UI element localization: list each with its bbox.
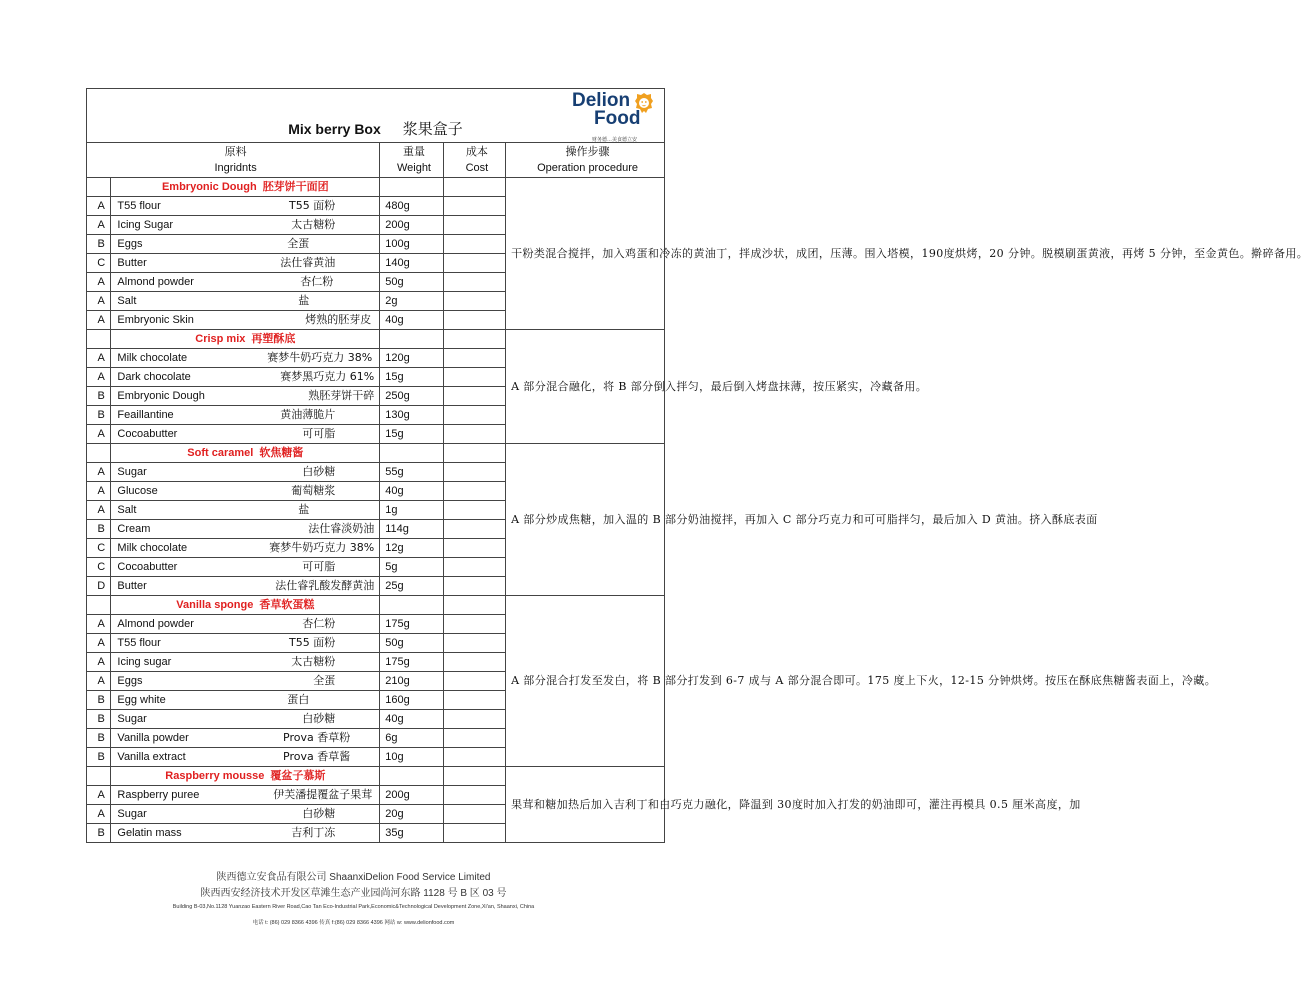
- ingredient-name-en: Almond powder: [117, 618, 194, 630]
- section-header-row: [87, 178, 665, 197]
- ingredient-cost: [443, 824, 505, 843]
- ingredient-name-cn: 盐: [298, 294, 310, 307]
- section-cost-cell: [443, 444, 505, 463]
- ingredient-weight: 120g: [380, 349, 444, 368]
- header-procedure-en: Operation procedure: [537, 162, 638, 174]
- header-procedure-cn: 操作步骤: [565, 145, 610, 158]
- section-name-en: Vanilla sponge: [176, 599, 254, 611]
- section-cost-cell: [443, 596, 505, 615]
- header-ingredients: [87, 143, 380, 178]
- ingredient-weight: 1g: [380, 501, 444, 520]
- section-header-row: [87, 330, 665, 349]
- ingredient-name: [111, 216, 380, 235]
- ingredient-group-letter: C: [87, 254, 111, 273]
- ingredient-name-en: Milk chocolate: [117, 542, 188, 554]
- footer-address-en: Building B-03,No.1128 Yuanzao Eastern River Road,Cao Tan Eco-Industrial Park,Economic&Technological Development Zone,Xi'an, Shaanxi, China: [172, 904, 535, 910]
- ingredient-name: [111, 349, 380, 368]
- ingredient-group-letter: A: [87, 482, 111, 501]
- ingredient-name-en: Icing sugar: [117, 656, 172, 668]
- ingredient-group-letter: B: [87, 387, 111, 406]
- ingredient-name-cn: 吉利丁冻: [291, 826, 336, 839]
- section-name: [111, 596, 380, 615]
- logo-slogan: 财务德…美食德立安: [592, 137, 638, 143]
- ingredient-name-en: Vanilla extract: [117, 751, 186, 763]
- footer-contact: 电话 t: (86) 029 8366 4396 传真 f:(86) 029 8366 4396 网站 w: www.delionfood.com: [252, 920, 455, 926]
- ingredient-weight: 200g: [380, 216, 444, 235]
- ingredient-name-en: Cocoabutter: [117, 428, 178, 440]
- ingredient-name-cn: 赛梦牛奶巧克力 38%: [269, 541, 375, 554]
- ingredient-name-cn: 蛋白: [287, 693, 310, 706]
- ingredient-group-letter: A: [87, 292, 111, 311]
- ingredient-name-en: T55 flour: [117, 200, 161, 212]
- procedure-text: A 部分炒成焦糖，加入温的 B 部分奶油搅拌，再加入 C 部分巧克力和可可脂拌匀，最后加入 D 黄油。挤入酥底表面: [506, 444, 665, 596]
- header-weight-en: Weight: [396, 162, 431, 174]
- ingredient-weight: 15g: [380, 368, 444, 387]
- ingredient-name-en: Butter: [117, 580, 147, 592]
- ingredient-name-cn: 伊芙潘提覆盆子果茸: [273, 788, 373, 801]
- ingredient-name-cn: T55 面粉: [289, 636, 336, 649]
- ingredient-group-letter: B: [87, 691, 111, 710]
- ingredient-group-letter: B: [87, 406, 111, 425]
- header-ingredients-cn: 原料: [224, 145, 247, 158]
- recipe-title-cn: 浆果盒子: [402, 120, 463, 138]
- ingredient-cost: [443, 292, 505, 311]
- ingredient-weight: 35g: [380, 824, 444, 843]
- ingredient-name-en: Eggs: [117, 675, 143, 687]
- ingredient-name-en: Sugar: [117, 713, 147, 725]
- ingredient-name: [111, 254, 380, 273]
- title-cell: [87, 89, 665, 143]
- ingredient-cost: [443, 368, 505, 387]
- ingredient-name-cn: 法仕睿淡奶油: [308, 522, 375, 535]
- ingredient-name: [111, 273, 380, 292]
- section-letter-cell: [87, 330, 111, 349]
- ingredient-name-en: Eggs: [117, 238, 143, 250]
- ingredient-name-cn: 全蛋: [287, 237, 310, 250]
- ingredient-name-en: Salt: [117, 295, 137, 307]
- ingredient-weight: 50g: [380, 634, 444, 653]
- ingredient-name: [111, 558, 380, 577]
- ingredient-group-letter: C: [87, 558, 111, 577]
- ingredient-cost: [443, 691, 505, 710]
- ingredient-weight: 480g: [380, 197, 444, 216]
- ingredient-cost: [443, 425, 505, 444]
- ingredient-cost: [443, 254, 505, 273]
- ingredient-name: [111, 577, 380, 596]
- ingredient-cost: [443, 729, 505, 748]
- procedure-text: A 部分混合打发至发白，将 B 部分打发到 6-7 成与 A 部分混合即可。175 度上下火，12-15 分钟烘烤。按压在酥底焦糖酱表面上，冷藏。: [506, 596, 665, 767]
- ingredient-cost: [443, 577, 505, 596]
- ingredient-group-letter: A: [87, 197, 111, 216]
- ingredient-name-cn: 杏仁粉: [300, 275, 334, 288]
- ingredient-group-letter: D: [87, 577, 111, 596]
- ingredient-group-letter: A: [87, 634, 111, 653]
- ingredient-cost: [443, 406, 505, 425]
- ingredient-name-en: Embryonic Skin: [117, 314, 194, 326]
- section-name-en: Raspberry mousse: [165, 770, 265, 782]
- ingredient-cost: [443, 558, 505, 577]
- footer-company-name: 陕西德立安食品有限公司 ShaanxiDelion Food Service Limited: [216, 872, 491, 883]
- section-name: [111, 444, 380, 463]
- ingredient-group-letter: A: [87, 425, 111, 444]
- ingredient-name: [111, 805, 380, 824]
- ingredient-name-cn: 太古糖粉: [291, 655, 336, 668]
- ingredient-name-cn: 葡萄糖浆: [291, 484, 336, 497]
- ingredient-group-letter: A: [87, 463, 111, 482]
- ingredient-name-cn: 烤熟的胚芽皮: [305, 313, 372, 326]
- ingredient-cost: [443, 520, 505, 539]
- ingredient-name: [111, 824, 380, 843]
- ingredient-weight: 140g: [380, 254, 444, 273]
- ingredient-cost: [443, 634, 505, 653]
- ingredient-weight: 20g: [380, 805, 444, 824]
- section-weight-cell: [380, 444, 444, 463]
- ingredient-name-cn: 赛梦牛奶巧克力 38%: [267, 351, 373, 364]
- ingredient-cost: [443, 349, 505, 368]
- section-name-cn: 香草软蛋糕: [259, 599, 315, 611]
- ingredient-cost: [443, 539, 505, 558]
- table-header-row: [87, 143, 665, 178]
- ingredient-cost: [443, 615, 505, 634]
- ingredient-name: [111, 634, 380, 653]
- ingredient-name-cn: T55 面粉: [289, 199, 336, 212]
- section-weight-cell: [380, 178, 444, 197]
- ingredient-group-letter: A: [87, 368, 111, 387]
- ingredient-group-letter: B: [87, 235, 111, 254]
- ingredient-name-en: Gelatin mass: [117, 827, 182, 839]
- footer-address-cn: 陕西西安经济技术开发区草滩生态产业园尚河东路 1128 号 B 区 03 号: [200, 888, 507, 899]
- ingredient-weight: 160g: [380, 691, 444, 710]
- ingredient-group-letter: A: [87, 786, 111, 805]
- section-letter-cell: [87, 444, 111, 463]
- ingredient-name-cn: 法仕睿乳酸发酵黄油: [275, 579, 375, 592]
- ingredient-name: [111, 406, 380, 425]
- ingredient-name: [111, 311, 380, 330]
- ingredient-name: [111, 501, 380, 520]
- ingredient-cost: [443, 501, 505, 520]
- ingredient-name-cn: 赛梦黑巧克力 61%: [280, 370, 375, 383]
- ingredient-cost: [443, 216, 505, 235]
- ingredient-group-letter: A: [87, 273, 111, 292]
- ingredient-weight: 250g: [380, 387, 444, 406]
- ingredient-cost: [443, 748, 505, 767]
- ingredient-name-en: Raspberry puree: [117, 789, 200, 801]
- ingredient-weight: 6g: [380, 729, 444, 748]
- ingredient-group-letter: A: [87, 615, 111, 634]
- procedure-text: A 部分混合融化，将 B 部分倒入拌匀，最后倒入烤盘抹薄，按压紧实，冷藏备用。: [506, 330, 665, 444]
- ingredient-name-en: Embryonic Dough: [117, 390, 205, 402]
- section-name: [111, 330, 380, 349]
- section-name-en: Soft caramel: [187, 447, 254, 459]
- ingredient-weight: 40g: [380, 311, 444, 330]
- ingredient-name: [111, 292, 380, 311]
- ingredient-name-cn: 黄油薄脆片: [280, 408, 336, 421]
- ingredient-weight: 175g: [380, 615, 444, 634]
- ingredient-weight: 25g: [380, 577, 444, 596]
- ingredient-name-cn: 白砂糖: [302, 465, 336, 478]
- section-letter-cell: [87, 178, 111, 197]
- ingredient-name-en: Glucose: [117, 485, 158, 497]
- ingredient-name-en: Sugar: [117, 808, 147, 820]
- header-weight: [380, 143, 444, 178]
- ingredient-name-en: Vanilla powder: [117, 732, 189, 744]
- section-name-cn: 软焦糖酱: [259, 447, 304, 459]
- ingredient-cost: [443, 482, 505, 501]
- ingredient-name-en: Butter: [117, 257, 147, 269]
- ingredient-name: [111, 653, 380, 672]
- ingredient-name-en: Icing Sugar: [117, 219, 174, 231]
- ingredient-group-letter: B: [87, 729, 111, 748]
- ingredient-group-letter: B: [87, 748, 111, 767]
- ingredient-cost: [443, 786, 505, 805]
- ingredient-group-letter: A: [87, 311, 111, 330]
- ingredient-weight: 40g: [380, 710, 444, 729]
- section-weight-cell: [380, 330, 444, 349]
- section-name: [111, 767, 380, 786]
- section-letter-cell: [87, 767, 111, 786]
- ingredient-weight: 5g: [380, 558, 444, 577]
- ingredient-weight: 114g: [380, 520, 444, 539]
- ingredient-weight: 10g: [380, 748, 444, 767]
- section-header-row: [87, 767, 665, 786]
- ingredient-group-letter: A: [87, 672, 111, 691]
- section-name-en: Crisp mix: [195, 333, 246, 345]
- section-weight-cell: [380, 767, 444, 786]
- ingredient-name: [111, 748, 380, 767]
- header-cost: [443, 143, 505, 178]
- ingredient-name-cn: 可可脂: [302, 560, 336, 573]
- delion-food-logo: [572, 90, 650, 143]
- ingredient-group-letter: A: [87, 501, 111, 520]
- section-name-en: Embryonic Dough: [161, 181, 257, 193]
- ingredient-cost: [443, 710, 505, 729]
- ingredient-name: [111, 387, 380, 406]
- ingredient-name: [111, 786, 380, 805]
- lion-head-icon: [634, 92, 654, 114]
- section-name-cn: 再塑酥底: [251, 333, 296, 345]
- ingredient-group-letter: B: [87, 520, 111, 539]
- ingredient-weight: 175g: [380, 653, 444, 672]
- ingredient-name: [111, 197, 380, 216]
- header-procedure: [506, 143, 665, 178]
- ingredient-name-cn: Prova 香草粉: [283, 731, 351, 744]
- ingredient-name-en: Almond powder: [117, 276, 194, 288]
- ingredient-name: [111, 235, 380, 254]
- ingredient-group-letter: A: [87, 653, 111, 672]
- ingredient-name-en: Sugar: [117, 466, 147, 478]
- ingredient-name-en: Feaillantine: [117, 409, 174, 421]
- ingredient-cost: [443, 235, 505, 254]
- section-header-row: [87, 596, 665, 615]
- ingredient-name-en: Egg white: [117, 694, 166, 706]
- ingredient-name: [111, 539, 380, 558]
- ingredient-name-cn: 可可脂: [302, 427, 336, 440]
- ingredient-name: [111, 425, 380, 444]
- ingredient-weight: 55g: [380, 463, 444, 482]
- section-name: [111, 178, 380, 197]
- ingredient-group-letter: A: [87, 216, 111, 235]
- ingredient-weight: 200g: [380, 786, 444, 805]
- ingredient-name-cn: Prova 香草酱: [283, 750, 351, 763]
- ingredient-name-cn: 全蛋: [313, 674, 336, 687]
- procedure-text: 干粉类混合搅拌，加入鸡蛋和冷冻的黄油丁，拌成沙状，成团，压薄。围入塔模，190度烘烤，20 分钟。脱模刷蛋黄液，再烤 5 分钟，至金黄色。擀碎备用。: [506, 178, 665, 330]
- ingredient-cost: [443, 273, 505, 292]
- recipe-table: [86, 88, 1308, 843]
- ingredient-name-cn: 杏仁粉: [302, 617, 336, 630]
- ingredient-name-en: Milk chocolate: [117, 352, 188, 364]
- ingredient-weight: 130g: [380, 406, 444, 425]
- section-name-cn: 胚芽饼干面团: [262, 181, 329, 193]
- section-letter-cell: [87, 596, 111, 615]
- ingredient-name: [111, 520, 380, 539]
- ingredient-name-cn: 熟胚芽饼干碎: [308, 389, 375, 402]
- header-cost-en: Cost: [465, 162, 489, 174]
- section-cost-cell: [443, 767, 505, 786]
- ingredient-name: [111, 672, 380, 691]
- ingredient-group-letter: A: [87, 805, 111, 824]
- ingredient-name: [111, 729, 380, 748]
- ingredient-name: [111, 463, 380, 482]
- header-ingredients-en: Ingridnts: [214, 162, 257, 174]
- ingredient-name-cn: 盐: [298, 503, 310, 516]
- ingredient-name-en: Salt: [117, 504, 137, 516]
- ingredient-name-en: Cocoabutter: [117, 561, 178, 573]
- ingredient-name: [111, 615, 380, 634]
- ingredient-weight: 50g: [380, 273, 444, 292]
- ingredient-weight: 40g: [380, 482, 444, 501]
- ingredient-weight: 100g: [380, 235, 444, 254]
- procedure-text: 果茸和糖加热后加入吉利丁和白巧克力融化，降温到 30度时加入打发的奶油即可，灌注再模具 0.5 厘米高度，加: [506, 767, 665, 843]
- ingredient-name-cn: 白砂糖: [302, 807, 336, 820]
- section-name-cn: 覆盆子慕斯: [270, 770, 326, 782]
- ingredient-group-letter: A: [87, 349, 111, 368]
- ingredient-name: [111, 368, 380, 387]
- recipe-title-en: Mix berry Box: [288, 121, 381, 137]
- ingredient-name-en: Cream: [117, 523, 151, 535]
- section-cost-cell: [443, 330, 505, 349]
- ingredient-cost: [443, 197, 505, 216]
- ingredient-cost: [443, 653, 505, 672]
- ingredient-name-cn: 太古糖粉: [291, 218, 336, 231]
- logo-word-delion: Delion: [572, 90, 631, 111]
- ingredient-weight: 2g: [380, 292, 444, 311]
- ingredient-name-en: Dark chocolate: [117, 371, 191, 383]
- ingredient-cost: [443, 463, 505, 482]
- ingredient-weight: 12g: [380, 539, 444, 558]
- logo-word-food: Food: [594, 108, 641, 129]
- ingredient-name-cn: 白砂糖: [302, 712, 336, 725]
- ingredient-name: [111, 691, 380, 710]
- ingredient-name: [111, 710, 380, 729]
- ingredient-cost: [443, 311, 505, 330]
- section-weight-cell: [380, 596, 444, 615]
- ingredient-group-letter: B: [87, 710, 111, 729]
- header-cost-cn: 成本: [465, 145, 488, 158]
- ingredient-group-letter: B: [87, 824, 111, 843]
- ingredient-cost: [443, 805, 505, 824]
- ingredient-name: [111, 482, 380, 501]
- ingredient-group-letter: C: [87, 539, 111, 558]
- header-weight-cn: 重量: [402, 145, 425, 158]
- ingredient-weight: 210g: [380, 672, 444, 691]
- ingredient-name-cn: 法仕睿黄油: [280, 256, 336, 269]
- ingredient-weight: 15g: [380, 425, 444, 444]
- section-header-row: [87, 444, 665, 463]
- section-cost-cell: [443, 178, 505, 197]
- ingredient-cost: [443, 672, 505, 691]
- ingredient-cost: [443, 387, 505, 406]
- ingredient-name-en: T55 flour: [117, 637, 161, 649]
